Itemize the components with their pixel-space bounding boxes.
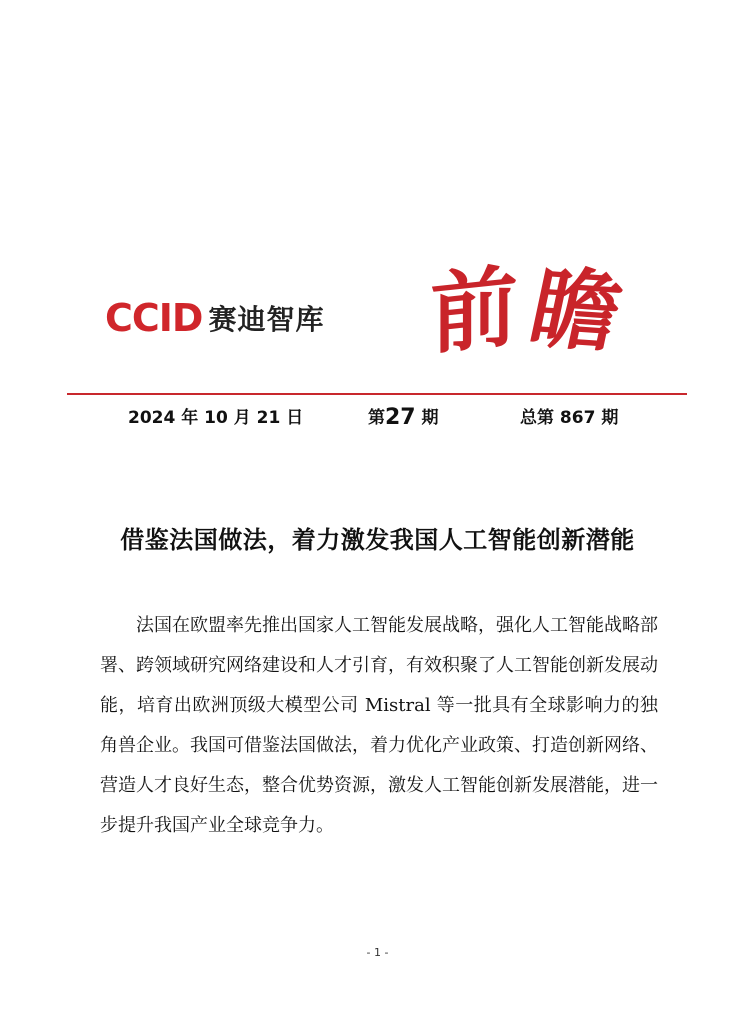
issue-date: 2024 年 10 月 21 日 (128, 408, 304, 428)
page-number: - 1 - (366, 946, 389, 959)
masthead (60, 250, 700, 395)
logo-cn: 赛迪智库 (208, 303, 325, 336)
calligraphy-char-1: 前 (430, 253, 518, 367)
issue-prefix: 第 (368, 408, 385, 428)
ccid-logo (105, 298, 324, 338)
logo-en: CCID (105, 296, 203, 340)
issue-number (368, 403, 439, 429)
article-paragraph: 法国在欧盟率先推出国家人工智能发展战略，强化人工智能战略部署、跨领域研究网络建设和人才引育，有效积聚了人工智能创新发展动能，培育出欧洲顶级大模型公司 Mistral 等一批具有全球影响力的独角兽企业。我国可借鉴法国做法，着力优化产业政策、打造创新网络、营造人才良好生态，整合优势资源，激发人工智能创新发展潜能，进一步提升我国产业全球竞争力。 (100, 615, 658, 836)
total-issue: 总第 867 期 (520, 408, 619, 428)
issue-suffix: 期 (421, 408, 439, 428)
issue-number-value: 27 (385, 405, 416, 430)
calligraphy-title (430, 250, 631, 370)
header-divider (67, 393, 687, 395)
issue-line (0, 403, 755, 433)
article-title: 借鉴法国做法，着力激发我国人工智能创新潜能 (120, 526, 635, 554)
calligraphy-char-2: 瞻 (521, 255, 631, 365)
